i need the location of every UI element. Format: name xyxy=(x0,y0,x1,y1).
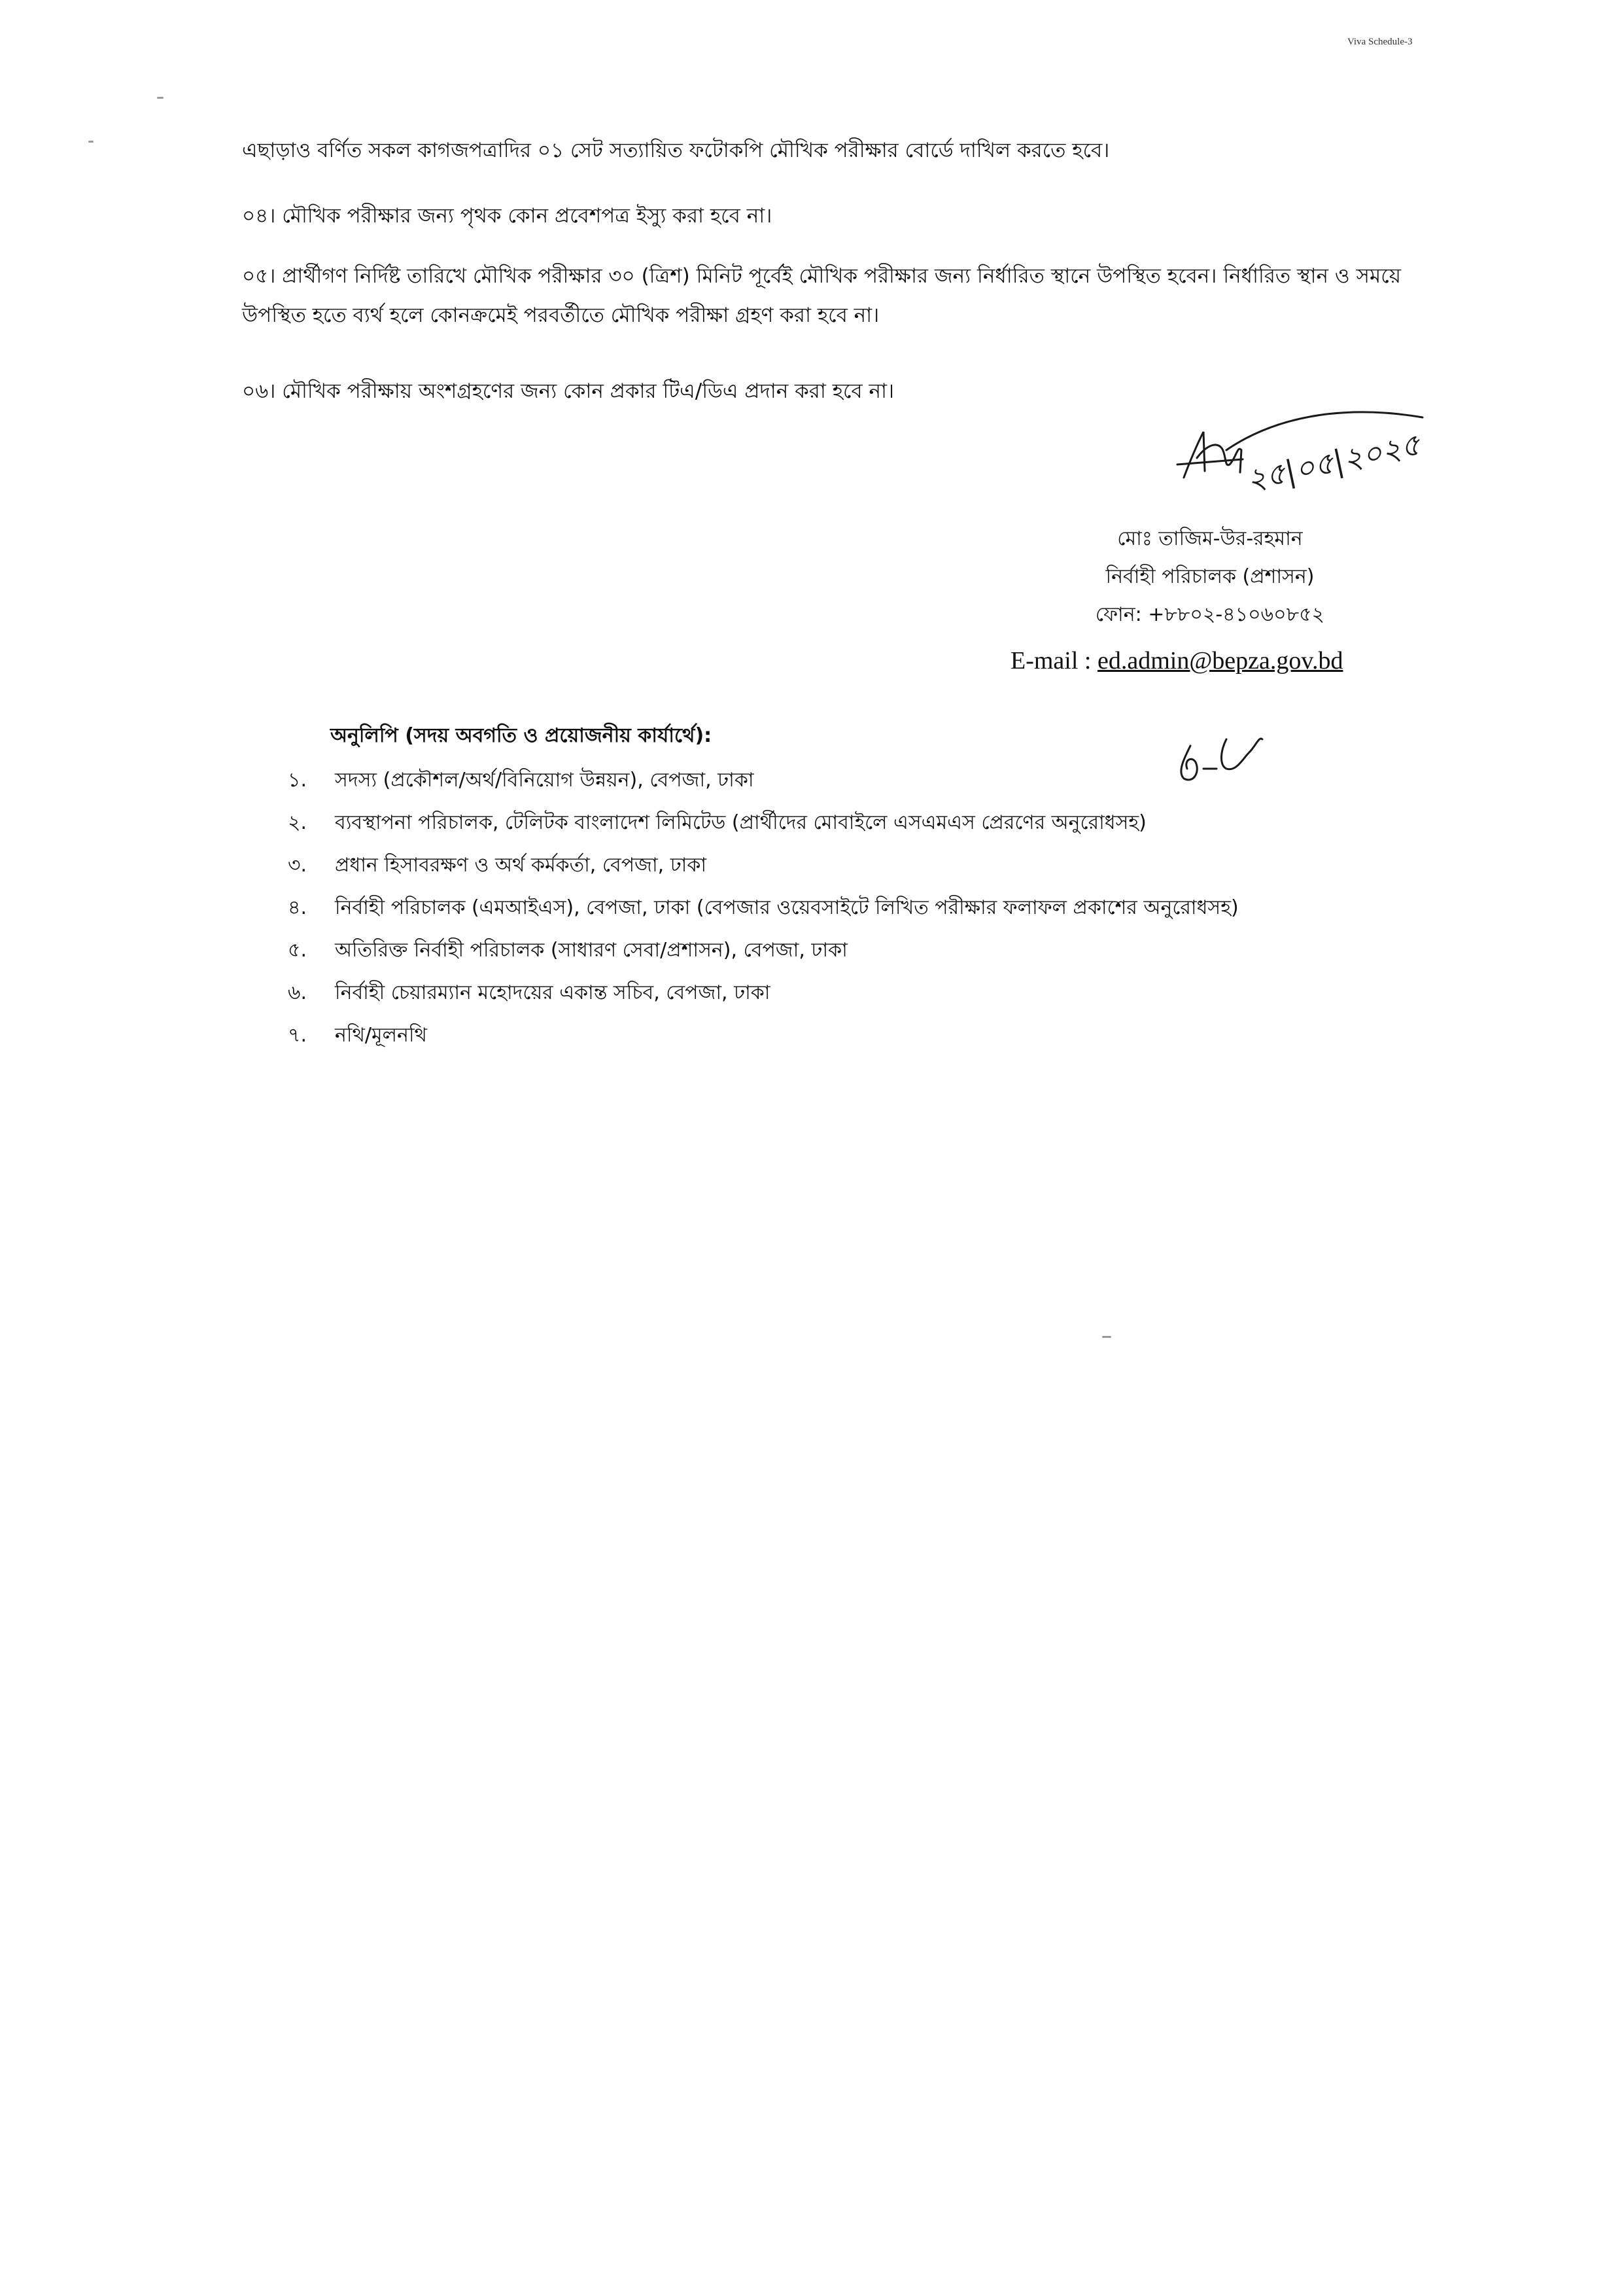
signatory-email-line xyxy=(1011,646,1343,675)
signatory-phone: ফোন: +৮৮০২-৪১০৬০৮৫২ xyxy=(1095,603,1325,626)
scan-speck xyxy=(1102,1336,1111,1338)
page-label: Viva Schedule-3 xyxy=(1347,37,1413,47)
copy-to-list xyxy=(288,759,1239,1057)
list-item-text: প্রধান হিসাবরক্ষণ ও অর্থ কর্মকর্তা, বেপজা, ঢাকা xyxy=(335,854,707,877)
list-item xyxy=(288,759,1239,801)
email-link[interactable]: ed.admin@bepza.gov.bd xyxy=(1097,647,1343,674)
signatory-designation: নির্বাহী পরিচালক (প্রশাসন) xyxy=(1105,565,1315,588)
instruction-paragraph: ০৬। মৌখিক পরীক্ষায় অংশগ্রহণের জন্য কোন প্রকার টিএ/ডিএ প্রদান করা হবে না। xyxy=(242,379,895,403)
list-item-number: ৬. xyxy=(288,981,307,1004)
list-item-number: ৫. xyxy=(288,939,307,962)
list-item xyxy=(288,886,1239,929)
list-item-number: ৪. xyxy=(288,896,307,919)
signature-with-date xyxy=(1164,399,1439,504)
list-item-text: নির্বাহী পরিচালক (এমআইএস), বেপজা, ঢাকা (বেপজার ওয়েবসাইটে লিখিত পরীক্ষার ফলাফল প্রকাশের অনুরোধসহ) xyxy=(335,896,1239,919)
list-item-text: অতিরিক্ত নির্বাহী পরিচালক (সাধারণ সেবা/প্রশাসন), বেপজা, ঢাকা xyxy=(335,939,848,962)
instruction-paragraph: এছাড়াও বর্ণিত সকল কাগজপত্রাদির ০১ সেট সত্যায়িত ফটোকপি মৌখিক পরীক্ষার বোর্ডে দাখিল করতে হবে। xyxy=(242,139,1110,162)
list-item-text: নথি/মূলনথি xyxy=(335,1024,427,1047)
signatory-block xyxy=(981,520,1439,634)
list-item-number: ১. xyxy=(288,769,307,792)
signatory-name: মোঃ তাজিম-উর-রহমান xyxy=(1117,527,1303,550)
list-item xyxy=(288,972,1239,1014)
list-item xyxy=(288,801,1239,844)
list-item xyxy=(288,844,1239,886)
list-item-text: ব্যবস্থাপনা পরিচালক, টেলিটক বাংলাদেশ লিমিটেড (প্রার্থীদের মোবাইলে এসএমএস প্রেরণের অনুরোধসহ) xyxy=(335,811,1147,834)
scan-speck xyxy=(88,141,94,143)
list-item-number: ২. xyxy=(288,811,307,834)
instruction-paragraph: ০৫। প্রার্থীগণ নির্দিষ্ট তারিখে মৌখিক পরীক্ষার ৩০ (ত্রিশ) মিনিট পূর্বেই মৌখিক পরীক্ষার জন্য নির্ধারিত স্থানে উপস্থিত হবেন। নির্ধারিত স্থান ও সময়ে উপস্থিত হতে ব্যর্থ হলে কোনক্রমেই পরবর্তীতে মৌখিক পরীক্ষা গ্রহণ করা হবে না। xyxy=(242,264,1401,327)
instruction-paragraph: ০৪। মৌখিক পরীক্ষার জন্য পৃথক কোন প্রবেশপত্র ইস্যু করা হবে না। xyxy=(242,204,772,228)
email-label: E-mail : xyxy=(1011,647,1097,674)
list-item-text: সদস্য (প্রকৌশল/অর্থ/বিনিয়োগ উন্নয়ন), বেপজা, ঢাকা xyxy=(335,769,754,792)
copy-to-title: অনুলিপি (সদয় অবগতি ও প্রয়োজনীয় কার্যার্থে): xyxy=(330,724,712,747)
list-item-number: ৭. xyxy=(288,1024,307,1047)
list-item-number: ৩. xyxy=(288,854,307,877)
list-item xyxy=(288,929,1239,972)
list-item xyxy=(288,1014,1239,1057)
scan-speck xyxy=(157,97,164,99)
handwritten-date: ২৫|০৫|২০২৫ xyxy=(1243,426,1424,498)
list-item-text: নির্বাহী চেয়ারম্যান মহোদয়ের একান্ত সচিব, বেপজা, ঢাকা xyxy=(335,981,770,1004)
